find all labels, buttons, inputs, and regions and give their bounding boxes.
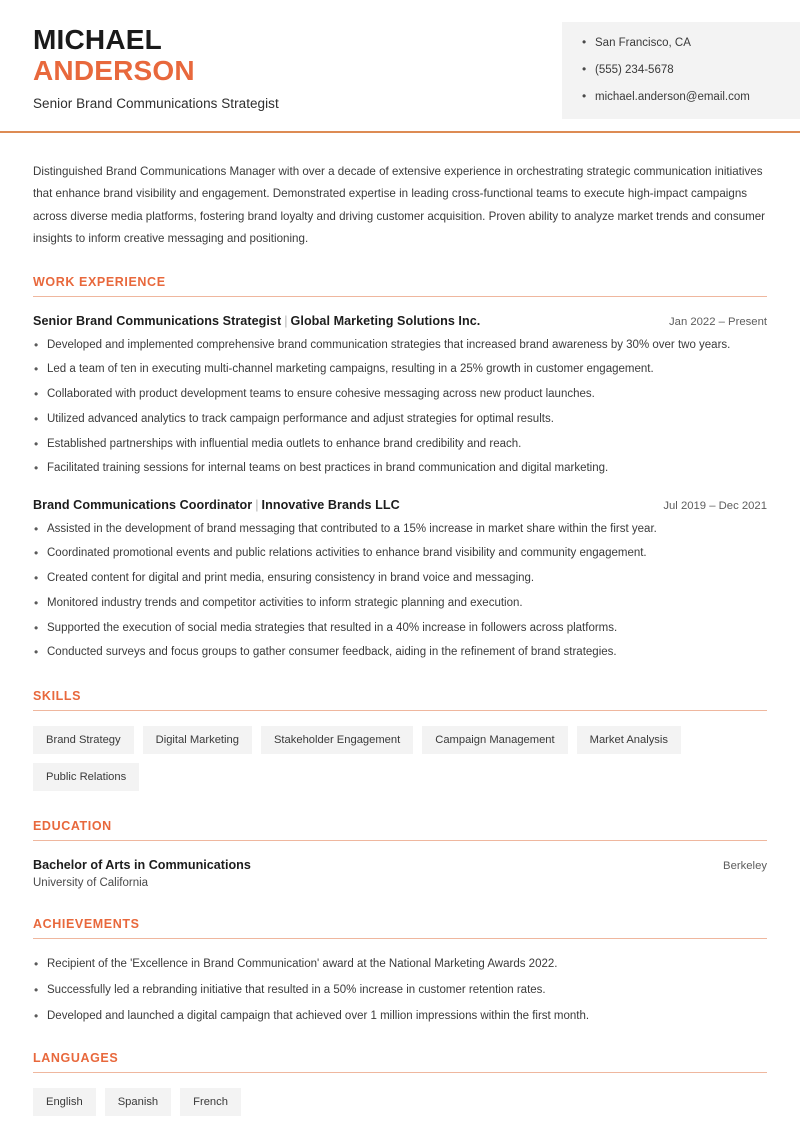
bullet-item: • Developed and implemented comprehensive brand communication strategies that increased brand awareness by 30% over two years. bbox=[33, 337, 767, 354]
contact-item-phone: • (555) 234-5678 bbox=[582, 63, 786, 78]
resume-header bbox=[0, 0, 800, 132]
section-work-experience bbox=[33, 275, 767, 662]
achievements-list bbox=[33, 956, 767, 1026]
achievement-item: • Developed and launched a digital campaign that achieved over 1 million impressions within the first month. bbox=[33, 1008, 767, 1025]
achievement-item: • Recipient of the 'Excellence in Brand Communication' award at the National Marketing Awards 2022. bbox=[33, 956, 767, 973]
headline-job-title: Senior Brand Communications Strategist bbox=[33, 95, 279, 111]
skill-chip: Brand Strategy bbox=[33, 726, 134, 754]
section-title-education: EDUCATION bbox=[33, 818, 112, 833]
resume-content bbox=[0, 161, 800, 1116]
header-divider bbox=[0, 131, 800, 133]
section-languages bbox=[33, 1051, 767, 1116]
work-entry bbox=[33, 498, 767, 662]
bullet-item: • Led a team of ten in executing multi-channel marketing campaigns, resulting in a 25% growth in customer engagement. bbox=[33, 361, 767, 378]
language-chip: Spanish bbox=[105, 1088, 171, 1116]
language-chip: English bbox=[33, 1088, 96, 1116]
section-title-skills: SKILLS bbox=[33, 688, 82, 703]
work-entry-date: Jul 2019 – Dec 2021 bbox=[663, 499, 767, 512]
bullet-item: • Collaborated with product development teams to ensure cohesive messaging across new product launches. bbox=[33, 386, 767, 403]
skill-chip: Market Analysis bbox=[577, 726, 681, 754]
section-divider-skills bbox=[33, 710, 767, 711]
professional-summary: Distinguished Brand Communications Manager with over a decade of extensive experience in orchestrating strategic communication initiatives that enhance brand visibility and engagement. Demonstrated expertise in leading cross-functional teams to execute high-impact campaigns across diverse media platforms, fostering brand loyalty and driving customer acquisition. Proven ability to analyze market trends and consumer insights to inform creative messaging and positioning. bbox=[33, 165, 766, 246]
work-entry-company: Global Marketing Solutions Inc. bbox=[290, 313, 481, 328]
first-name: MICHAEL bbox=[33, 24, 162, 55]
bullet-item: • Monitored industry trends and competitor activities to inform strategic planning and execution. bbox=[33, 595, 767, 612]
skill-chip: Campaign Management bbox=[422, 726, 567, 754]
work-entry-title bbox=[33, 314, 480, 328]
education-degree: Bachelor of Arts in Communications bbox=[33, 857, 251, 872]
section-divider-work-experience bbox=[33, 296, 767, 297]
section-title-languages: LANGUAGES bbox=[33, 1051, 119, 1066]
work-entry-role: Senior Brand Communications Strategist bbox=[33, 313, 282, 328]
work-entry-header bbox=[33, 314, 767, 328]
education-entry-header bbox=[33, 858, 767, 872]
education-location: Berkeley bbox=[723, 859, 767, 872]
skill-chip: Stakeholder Engagement bbox=[261, 726, 413, 754]
education-entry bbox=[33, 858, 767, 889]
language-chip: French bbox=[180, 1088, 241, 1116]
bullet-item: • Established partnerships with influential media outlets to enhance brand credibility and reach. bbox=[33, 436, 767, 453]
work-entry-separator: | bbox=[255, 497, 259, 512]
work-entry-separator: | bbox=[284, 313, 288, 328]
work-entry-title bbox=[33, 498, 400, 512]
bullet-item: • Facilitated training sessions for internal teams on best practices in brand communication and digital marketing. bbox=[33, 460, 767, 477]
section-title-work-experience: WORK EXPERIENCE bbox=[33, 274, 166, 289]
work-entry-header bbox=[33, 498, 767, 512]
work-entry-bullets bbox=[33, 521, 767, 662]
contact-item-location: • San Francisco, CA bbox=[582, 36, 786, 51]
contact-item-email: • michael.anderson@email.com bbox=[582, 90, 786, 105]
skill-chip: Public Relations bbox=[33, 763, 139, 791]
education-school: University of California bbox=[33, 876, 149, 889]
bullet-item: • Created content for digital and print media, ensuring consistency in brand voice and messaging. bbox=[33, 570, 767, 587]
bullet-item: • Conducted surveys and focus groups to gather consumer feedback, aiding in the refinement of brand strategies. bbox=[33, 644, 767, 661]
last-name: ANDERSON bbox=[33, 55, 195, 87]
bullet-item: • Coordinated promotional events and public relations activities to enhance brand visibility and community engagement. bbox=[33, 545, 767, 562]
section-divider-achievements bbox=[33, 938, 767, 939]
work-entry-role: Brand Communications Coordinator bbox=[33, 497, 253, 512]
work-entry bbox=[33, 314, 767, 478]
section-skills bbox=[33, 689, 767, 791]
section-divider-education bbox=[33, 840, 767, 841]
skill-chip: Digital Marketing bbox=[143, 726, 252, 754]
bullet-item: • Assisted in the development of brand messaging that contributed to a 15% increase in market share within the first year. bbox=[33, 521, 767, 538]
header-identity bbox=[33, 24, 533, 111]
section-education bbox=[33, 819, 767, 889]
work-entry-date: Jan 2022 – Present bbox=[669, 315, 767, 328]
bullet-item: • Utilized advanced analytics to track campaign performance and adjust strategies for optimal results. bbox=[33, 411, 767, 428]
section-divider-languages bbox=[33, 1072, 767, 1073]
languages-chip-list bbox=[33, 1088, 767, 1116]
achievement-item: • Successfully led a rebranding initiative that resulted in a 50% increase in customer retention rates. bbox=[33, 982, 767, 999]
work-entry-company: Innovative Brands LLC bbox=[261, 497, 400, 512]
section-achievements bbox=[33, 917, 767, 1026]
skills-chip-list bbox=[33, 726, 767, 791]
section-title-achievements: ACHIEVEMENTS bbox=[33, 916, 140, 931]
bullet-item: • Supported the execution of social media strategies that resulted in a 40% increase in followers across platforms. bbox=[33, 620, 767, 637]
contact-info-box bbox=[562, 22, 800, 119]
work-entry-bullets bbox=[33, 337, 767, 478]
contact-list bbox=[582, 36, 786, 105]
